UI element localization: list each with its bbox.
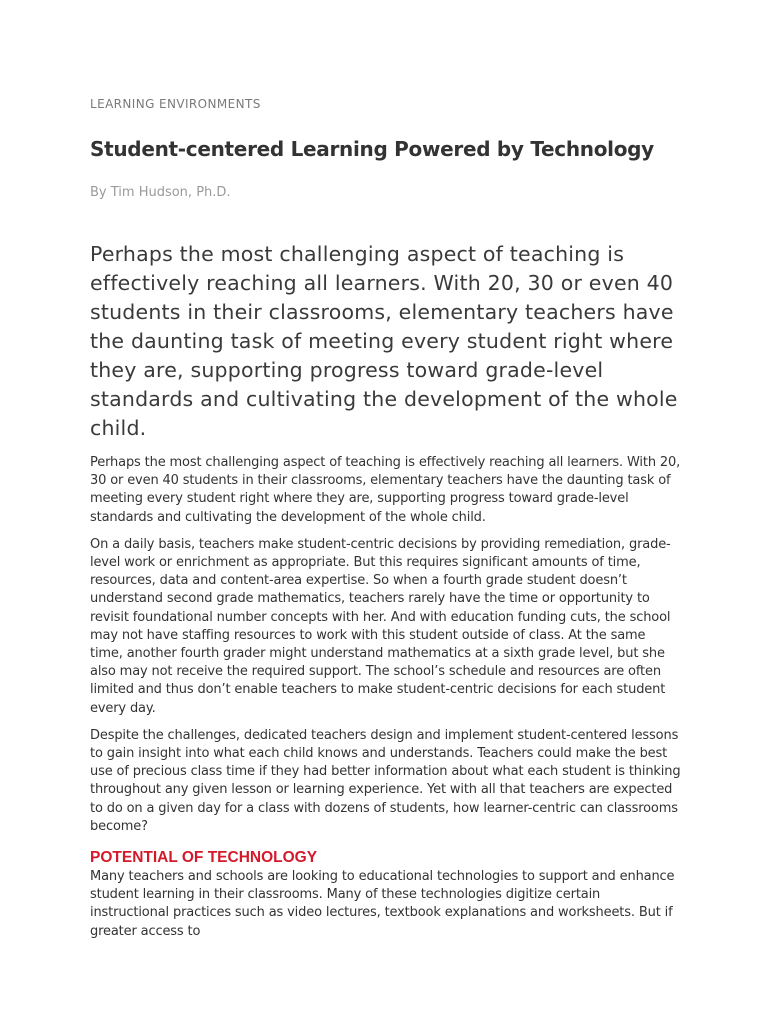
article-category: LEARNING ENVIRONMENTS (90, 97, 261, 111)
body-paragraph: Many teachers and schools are looking to educational technologies to support and enhance student learning in their classrooms. Many of these technologies digitize certain instructional practices such as video lectures, textbook explanations and worksheets. But if greater access to (90, 869, 675, 939)
article-title: Student-centered Learning Powered by Technology (90, 137, 654, 161)
body-paragraph: On a daily basis, teachers make student-centric decisions by providing remediation, grade-level work or enrichment as appropriate. But this requires significant amounts of time, resources, data and content-area expertise. So when a fourth grade student doesn’t understand second grade mathematics, teachers rarely have the time or opportunity to revisit foundational number concepts with her. And with education funding cuts, the school may not have staffing resources to work with this student outside of class. At the same time, another fourth grader might understand mathematics at a sixth grade level, but she also may not receive the required support. The school’s schedule and resources are often limited and thus don’t enable teachers to make student-centric decisions for each student every day. (90, 536, 671, 716)
article (90, 96, 682, 941)
body-paragraph: Despite the challenges, dedicated teachers design and implement student-centered lessons to gain insight into what each child knows and understands. Teachers could make the best use of precious class time if they had better information about what each student is thinking throughout any given lesson or learning experience. Yet with all that teachers are expected to do on a given day for a class with dozens of students, how learner-centric can classrooms become? (90, 727, 681, 834)
body-paragraph: Perhaps the most challenging aspect of teaching is effectively reaching all learners. With 20, 30 or even 40 students in their classrooms, elementary teachers have the daunting task of meeting every student right where they are, supporting progress toward grade-level standards and cultivating the development of the whole child. (90, 455, 681, 525)
article-lede: Perhaps the most challenging aspect of teaching is effectively reaching all learners. With 20, 30 or even 40 students in their classrooms, elementary teachers have the daunting task of meeting every student right where they are, supporting progress toward grade-level standards and cultivating the development of the whole child. (90, 242, 678, 440)
article-byline: By Tim Hudson, Ph.D. (90, 185, 231, 200)
section-heading: POTENTIAL OF TECHNOLOGY (90, 849, 318, 867)
